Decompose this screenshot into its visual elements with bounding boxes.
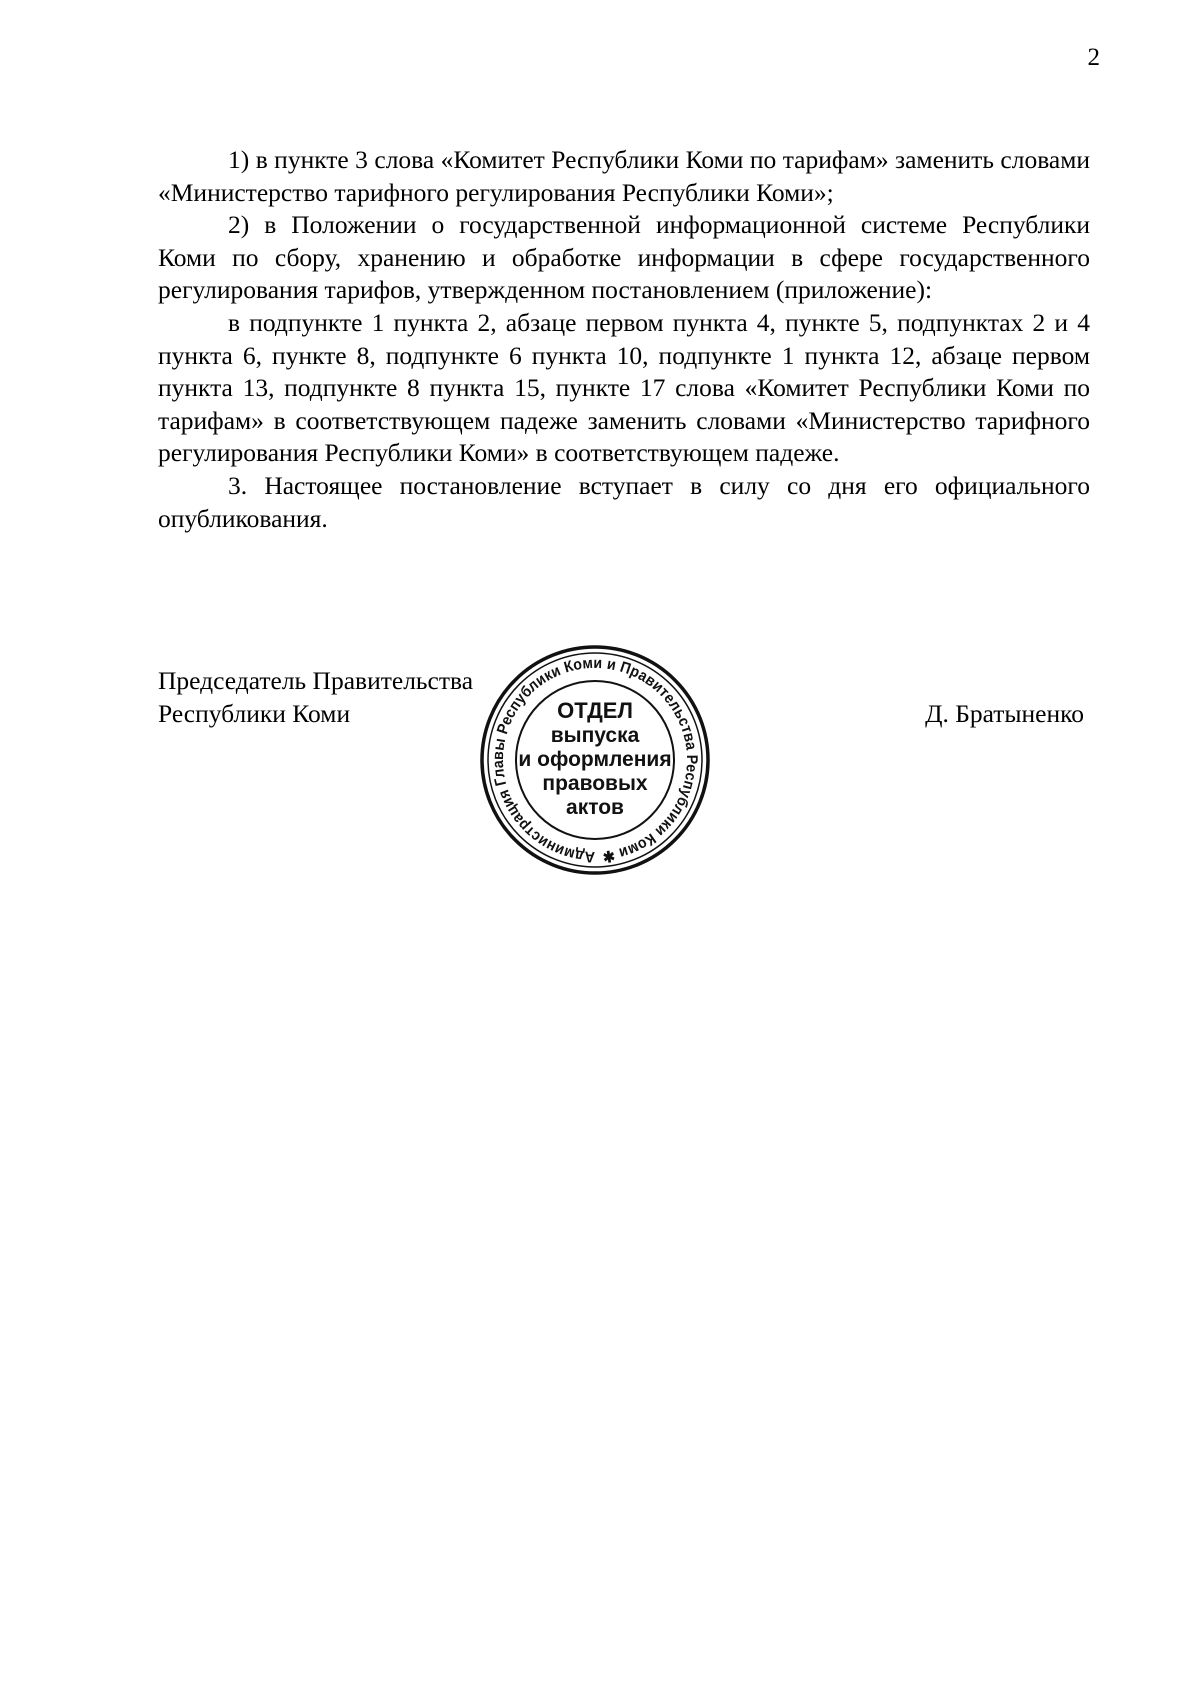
page-number: 2 (1087, 44, 1100, 71)
stamp-center-line-3: и оформления (518, 748, 672, 771)
stamp-center-line-2: выпуска (550, 724, 640, 747)
stamp-ring-text: Администрация Главы Республики Коми и Правительства Республики Коми ✱ (489, 654, 701, 866)
signatory-title-line-1: Председатель Правительства (158, 666, 474, 695)
official-stamp (477, 642, 713, 878)
paragraph-amendment-list: в подпункте 1 пункта 2, абзаце первом пункта 4, пункте 5, подпунктах 2 и 4 пункта 6, пункте 8, подпункте 6 пункта 10, подпункте 1 пункта 12, абзаце первом пункта 13, подпункте 8 пункта 15, пункте 17 слова «Комитет Республики Коми по тарифам» в соответствующем падеже заменить словами «Министерство тарифного регулирования Республики Коми» в соответствующем падеже. (158, 307, 1090, 468)
stamp-center-line-4: правовых (542, 772, 648, 795)
stamp-center-line-5: актов (566, 796, 624, 819)
signatory-title-line-2: Республики Коми (158, 699, 351, 728)
stamp-center-line-1: ОТДЕЛ (557, 698, 633, 723)
signatory-name: Д. Братыненко (925, 699, 1084, 728)
paragraph-item-1: 1) в пункте 3 слова «Комитет Республики Коми по тарифам» заменить словами «Министерство тарифного регулирования Республики Коми»; (158, 145, 1090, 207)
document-body (158, 144, 1090, 535)
signatory-title (158, 664, 473, 730)
paragraph-effective-date: 3. Настоящее постановление вступает в силу со дня его официального опубликования. (158, 470, 1090, 533)
paragraph-item-2: 2) в Положении о государственной информационной системе Республики Коми по сбору, хранению и обработке информации в сфере государственного регулирования тарифов, утвержденном постановлением (приложение): (158, 210, 1090, 305)
